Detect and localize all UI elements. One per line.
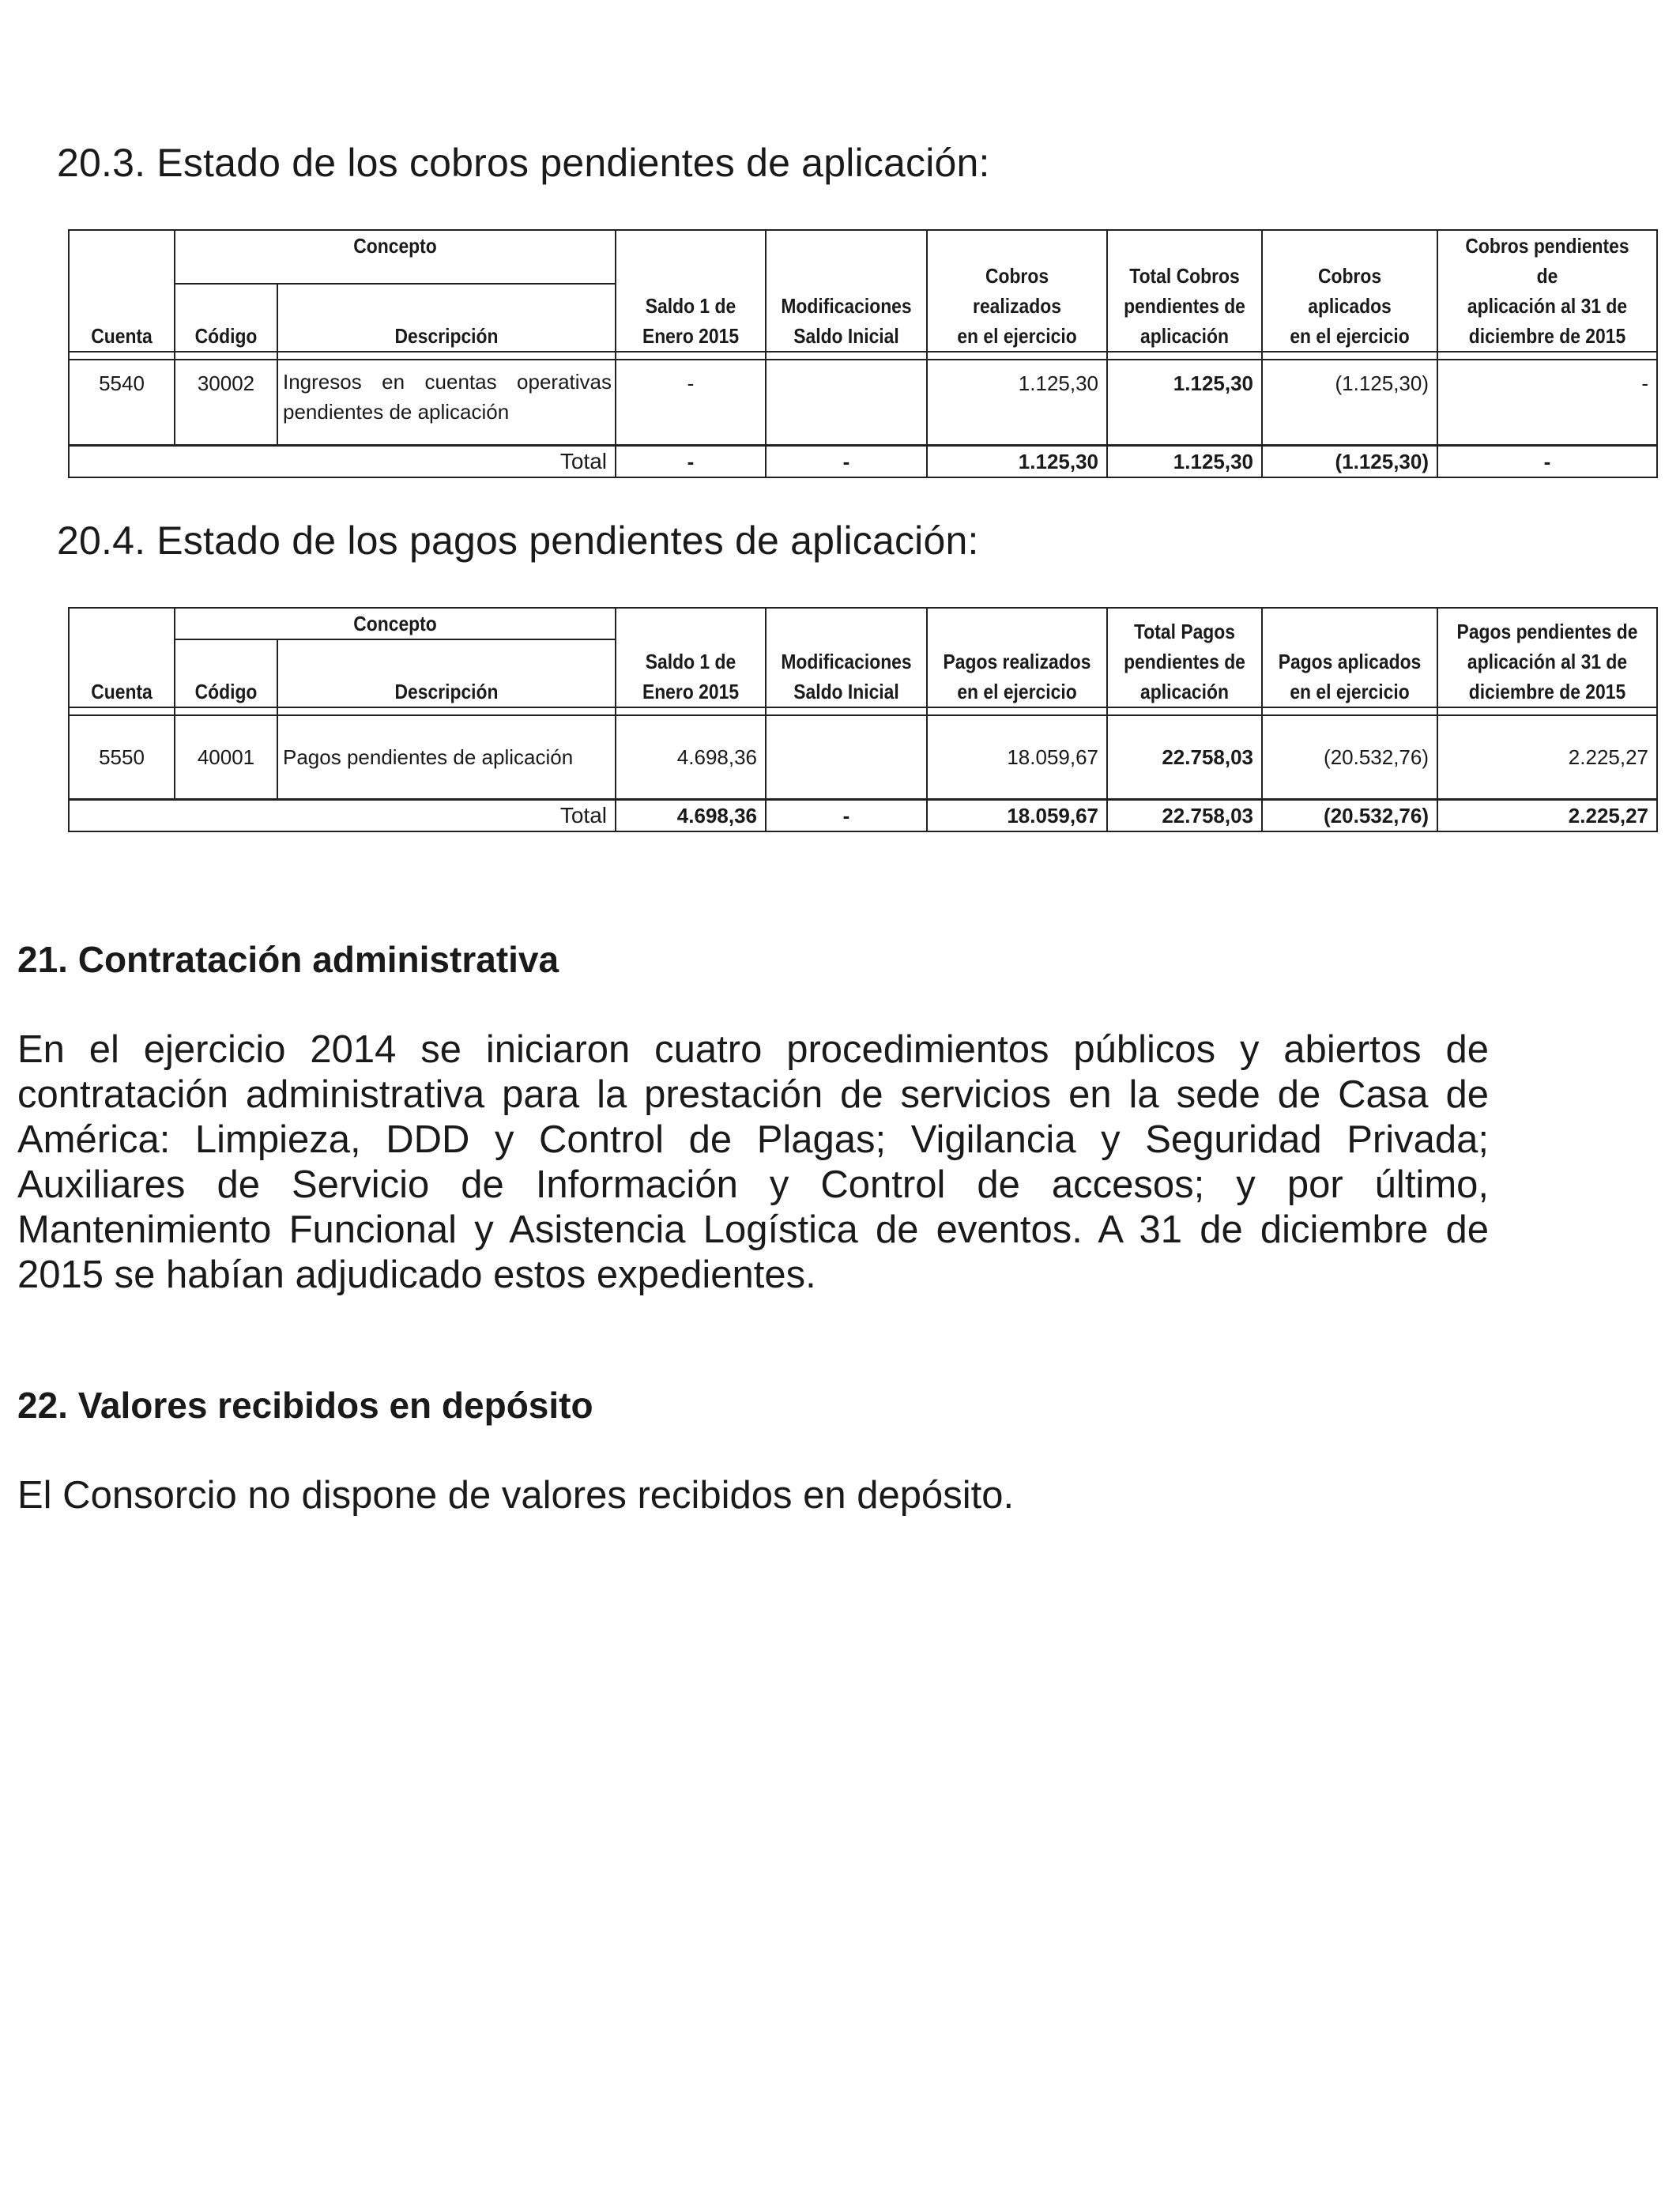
total-aplicados: (1.125,30) bbox=[1262, 446, 1437, 478]
cell-total: 1.125,30 bbox=[1107, 360, 1262, 446]
table-row bbox=[69, 715, 1657, 800]
section-21-heading: 21. Contratación administrativa bbox=[17, 939, 559, 980]
header-saldo: Saldo 1 de Enero 2015 bbox=[616, 230, 766, 352]
header-concepto: Concepto bbox=[175, 230, 616, 284]
header-total: Total Cobros pendientes de aplicación bbox=[1107, 230, 1262, 352]
total-row bbox=[69, 800, 1657, 832]
header-saldo: Saldo 1 de Enero 2015 bbox=[616, 608, 766, 707]
cell-aplicados: (20.532,76) bbox=[1262, 715, 1437, 800]
header-codigo: Código bbox=[175, 284, 277, 352]
total-aplicados: (20.532,76) bbox=[1262, 800, 1437, 832]
section-20-3-title: 20.3. Estado de los cobros pendientes de aplicación: bbox=[57, 141, 990, 185]
cell-total: 22.758,03 bbox=[1107, 715, 1262, 800]
total-realizados: 1.125,30 bbox=[927, 446, 1107, 478]
header-total: Total Pagos pendientes de aplicación bbox=[1107, 608, 1262, 707]
total-row bbox=[69, 446, 1657, 478]
cell-saldo: 4.698,36 bbox=[616, 715, 766, 800]
cell-codigo: 30002 bbox=[175, 360, 277, 446]
cell-realizados: 1.125,30 bbox=[927, 360, 1107, 446]
cell-realizados: 18.059,67 bbox=[927, 715, 1107, 800]
cell-pendientes: - bbox=[1437, 360, 1657, 446]
total-total: 22.758,03 bbox=[1107, 800, 1262, 832]
header-codigo: Código bbox=[175, 639, 277, 707]
section-20-4-title: 20.4. Estado de los pagos pendientes de aplicación: bbox=[57, 518, 979, 563]
header-pendientes: Cobros pendientes de aplicación al 31 de diciembre de 2015 bbox=[1437, 230, 1657, 352]
cell-descripcion: Pagos pendientes de aplicación bbox=[277, 715, 616, 800]
cell-cuenta: 5550 bbox=[69, 715, 175, 800]
pagos-table bbox=[68, 607, 1658, 832]
total-label: Total bbox=[69, 446, 616, 478]
header-cuenta: Cuenta bbox=[69, 608, 175, 707]
cell-cuenta: 5540 bbox=[69, 360, 175, 446]
cell-aplicados: (1.125,30) bbox=[1262, 360, 1437, 446]
section-22-heading: 22. Valores recibidos en depósito bbox=[17, 1385, 593, 1426]
header-descripcion: Descripción bbox=[277, 284, 616, 352]
header-modificaciones: Modificaciones Saldo Inicial bbox=[766, 608, 927, 707]
total-pendientes: - bbox=[1437, 446, 1657, 478]
header-cuenta: Cuenta bbox=[69, 230, 175, 352]
header-modificaciones: Modificaciones Saldo Inicial bbox=[766, 230, 927, 352]
total-total: 1.125,30 bbox=[1107, 446, 1262, 478]
cell-codigo: 40001 bbox=[175, 715, 277, 800]
section-22-paragraph: El Consorcio no dispone de valores recibidos en depósito. bbox=[17, 1474, 1015, 1517]
total-saldo: 4.698,36 bbox=[616, 800, 766, 832]
cell-pendientes: 2.225,27 bbox=[1437, 715, 1657, 800]
cell-saldo: - bbox=[616, 360, 766, 446]
table-row bbox=[69, 360, 1657, 446]
header-descripcion: Descripción bbox=[277, 639, 616, 707]
total-realizados: 18.059,67 bbox=[927, 800, 1107, 832]
total-saldo: - bbox=[616, 446, 766, 478]
cell-modificaciones bbox=[766, 360, 927, 446]
cell-modificaciones bbox=[766, 715, 927, 800]
header-pendientes: Pagos pendientes de aplicación al 31 de diciembre de 2015 bbox=[1437, 608, 1657, 707]
header-aplicados: Cobros aplicados en el ejercicio bbox=[1262, 230, 1437, 352]
cobros-table bbox=[68, 229, 1658, 478]
header-concepto: Concepto bbox=[175, 608, 616, 639]
header-realizados: Pagos realizados en el ejercicio bbox=[927, 608, 1107, 707]
header-aplicados: Pagos aplicados en el ejercicio bbox=[1262, 608, 1437, 707]
cell-descripcion: Ingresos en cuentas operativas pendientes de aplicación bbox=[277, 360, 616, 446]
total-modificaciones: - bbox=[766, 446, 927, 478]
header-realizados: Cobros realizados en el ejercicio bbox=[927, 230, 1107, 352]
total-modificaciones: - bbox=[766, 800, 927, 832]
total-pendientes: 2.225,27 bbox=[1437, 800, 1657, 832]
header-row-1 bbox=[69, 230, 1657, 284]
section-21-paragraph: En el ejercicio 2014 se iniciaron cuatro procedimientos públicos y abiertos de contratación administrativa para la prestación de servicios en la sede de Casa de América: Limpieza, DDD y Control de Plagas; Vigilancia y Seguridad Privada; Auxiliares de Servicio de Información y Control de accesos; y por último, Mantenimiento Funcional y Asistencia Logística de eventos. A 31 de diciembre de 2015 se habían adjudicado estos expedientes. bbox=[17, 1028, 1489, 1296]
header-row-1 bbox=[69, 608, 1657, 639]
total-label: Total bbox=[69, 800, 616, 832]
